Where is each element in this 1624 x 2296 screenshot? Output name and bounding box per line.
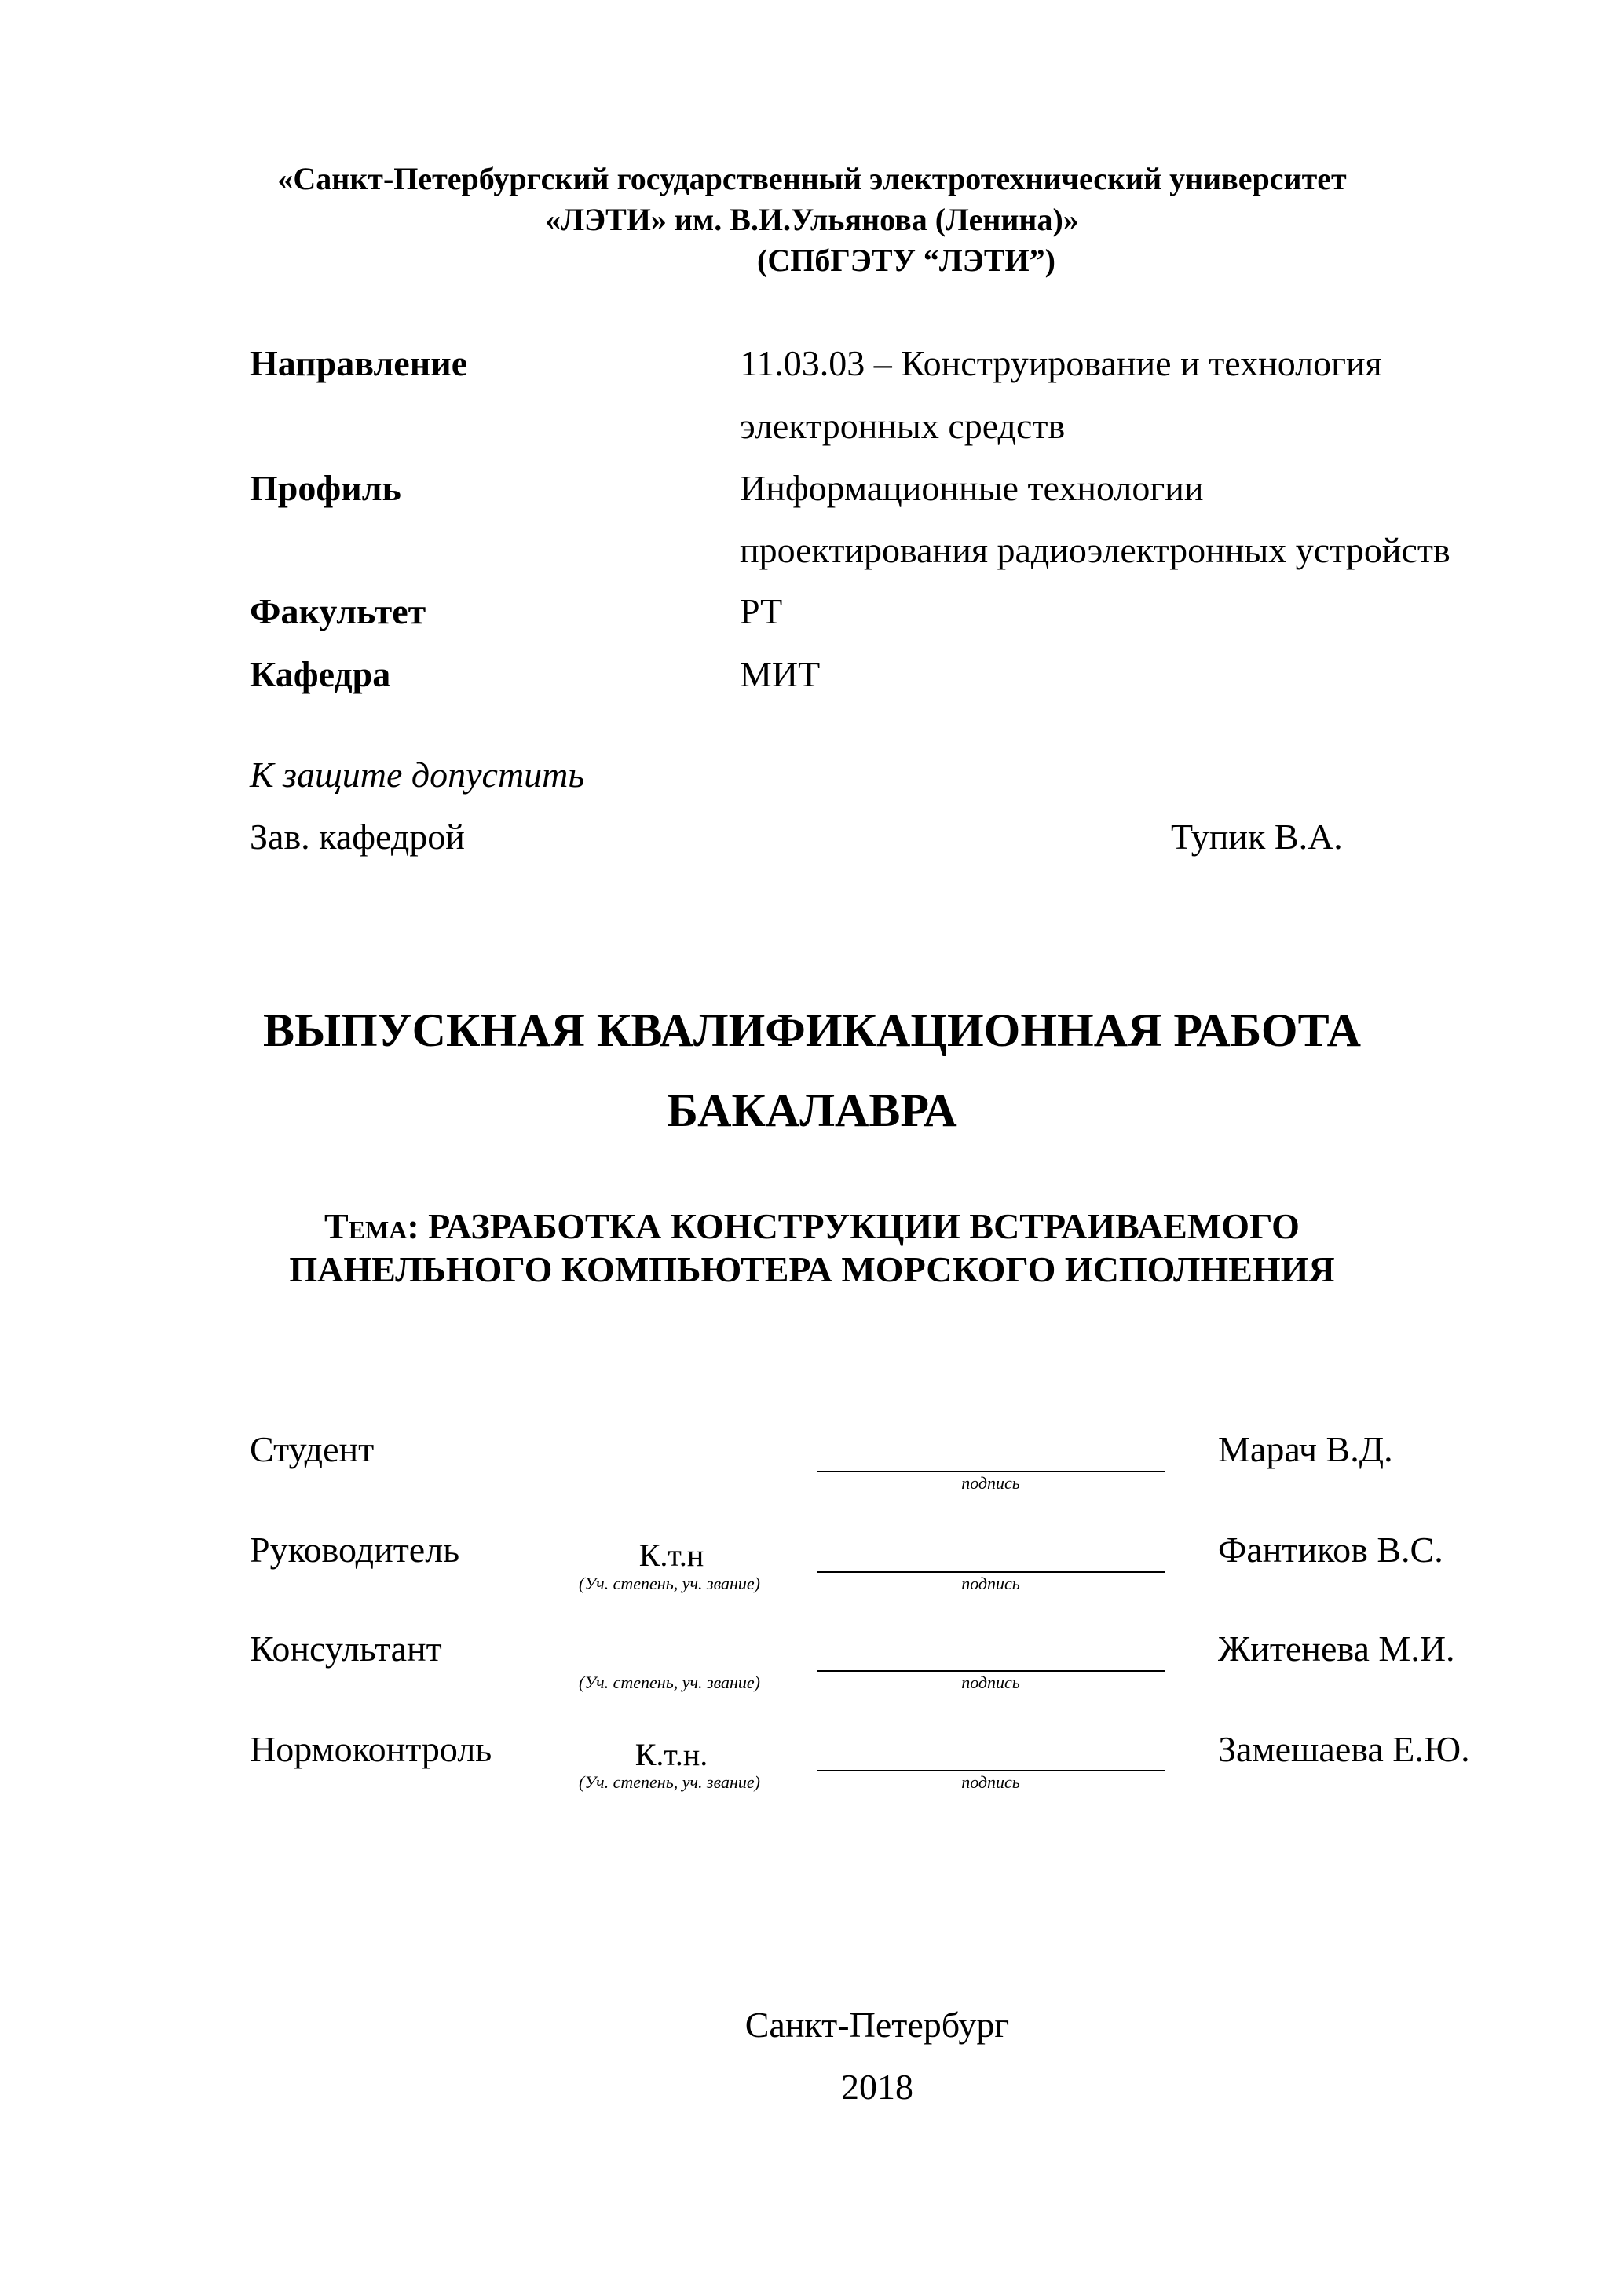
header-line-2: «ЛЭТИ» им. В.И.Ульянова (Ленина)» — [545, 202, 1079, 237]
signature-line — [817, 1471, 1165, 1472]
signature-line — [817, 1770, 1165, 1771]
profile-label: Профиль — [250, 468, 401, 508]
signature-hint: подпись — [961, 1574, 1020, 1593]
head-label: Зав. кафедрой — [250, 817, 465, 857]
footer-city: Санкт-Петербург — [744, 2005, 1010, 2045]
signature-degree: К.т.н. — [635, 1737, 708, 1772]
theme-line-2: ПАНЕЛЬНОГО КОМПЬЮТЕРА МОРСКОГО ИСПОЛНЕНИЯ — [289, 1249, 1335, 1289]
direction-value-2: электронных средств — [740, 406, 1066, 446]
direction-value-1: 11.03.03 – Конструирование и технология — [740, 343, 1382, 383]
signature-hint: подпись — [961, 1473, 1020, 1493]
department-label: Кафедра — [250, 654, 391, 694]
profile-value-2: проектирования радиоэлектронных устройств — [740, 530, 1450, 570]
signature-line — [817, 1670, 1165, 1672]
signature-name: Замешаева Е.Ю. — [1218, 1729, 1470, 1769]
degree-hint: (Уч. степень, уч. звание) — [579, 1574, 760, 1593]
signature-hint: подпись — [961, 1772, 1020, 1792]
faculty-label: Факультет — [250, 591, 426, 631]
admit-text: К защите допустить — [250, 755, 585, 795]
signature-role: Консультант — [250, 1629, 442, 1669]
header-line-3: (СПбГЭТУ “ЛЭТИ”) — [757, 243, 1055, 278]
signature-role: Студент — [250, 1429, 375, 1469]
direction-label: Направление — [250, 343, 468, 383]
degree-hint: (Уч. степень, уч. звание) — [579, 1673, 760, 1692]
header-line-1: «Санкт-Петербургский государственный электротехнический университет — [277, 161, 1347, 196]
signature-name: Марач В.Д. — [1218, 1429, 1393, 1469]
head-name: Тупик В.А. — [1171, 817, 1343, 857]
signature-hint: подпись — [961, 1673, 1020, 1692]
theme-prefix: Тема: — [324, 1206, 419, 1246]
signature-degree: К.т.н — [638, 1537, 704, 1573]
signature-line — [817, 1571, 1165, 1573]
signature-role: Руководитель — [250, 1530, 460, 1570]
department-value: МИТ — [740, 654, 821, 694]
degree-hint: (Уч. степень, уч. звание) — [579, 1772, 760, 1792]
title-line-1: ВЫПУСКНАЯ КВАЛИФИКАЦИОННАЯ РАБОТА — [263, 1004, 1361, 1056]
signature-name: Фантиков В.С. — [1218, 1530, 1443, 1570]
signature-name: Житенева М.И. — [1218, 1629, 1455, 1669]
theme-line-1: РАЗРАБОТКА КОНСТРУКЦИИ ВСТРАИВАЕМОГО — [428, 1206, 1300, 1246]
footer-year: 2018 — [841, 2067, 913, 2107]
faculty-value: РТ — [740, 591, 783, 631]
title-line-2: БАКАЛАВРА — [667, 1084, 957, 1136]
profile-value-1: Информационные технологии — [740, 468, 1204, 508]
signature-role: Нормоконтроль — [250, 1729, 492, 1769]
